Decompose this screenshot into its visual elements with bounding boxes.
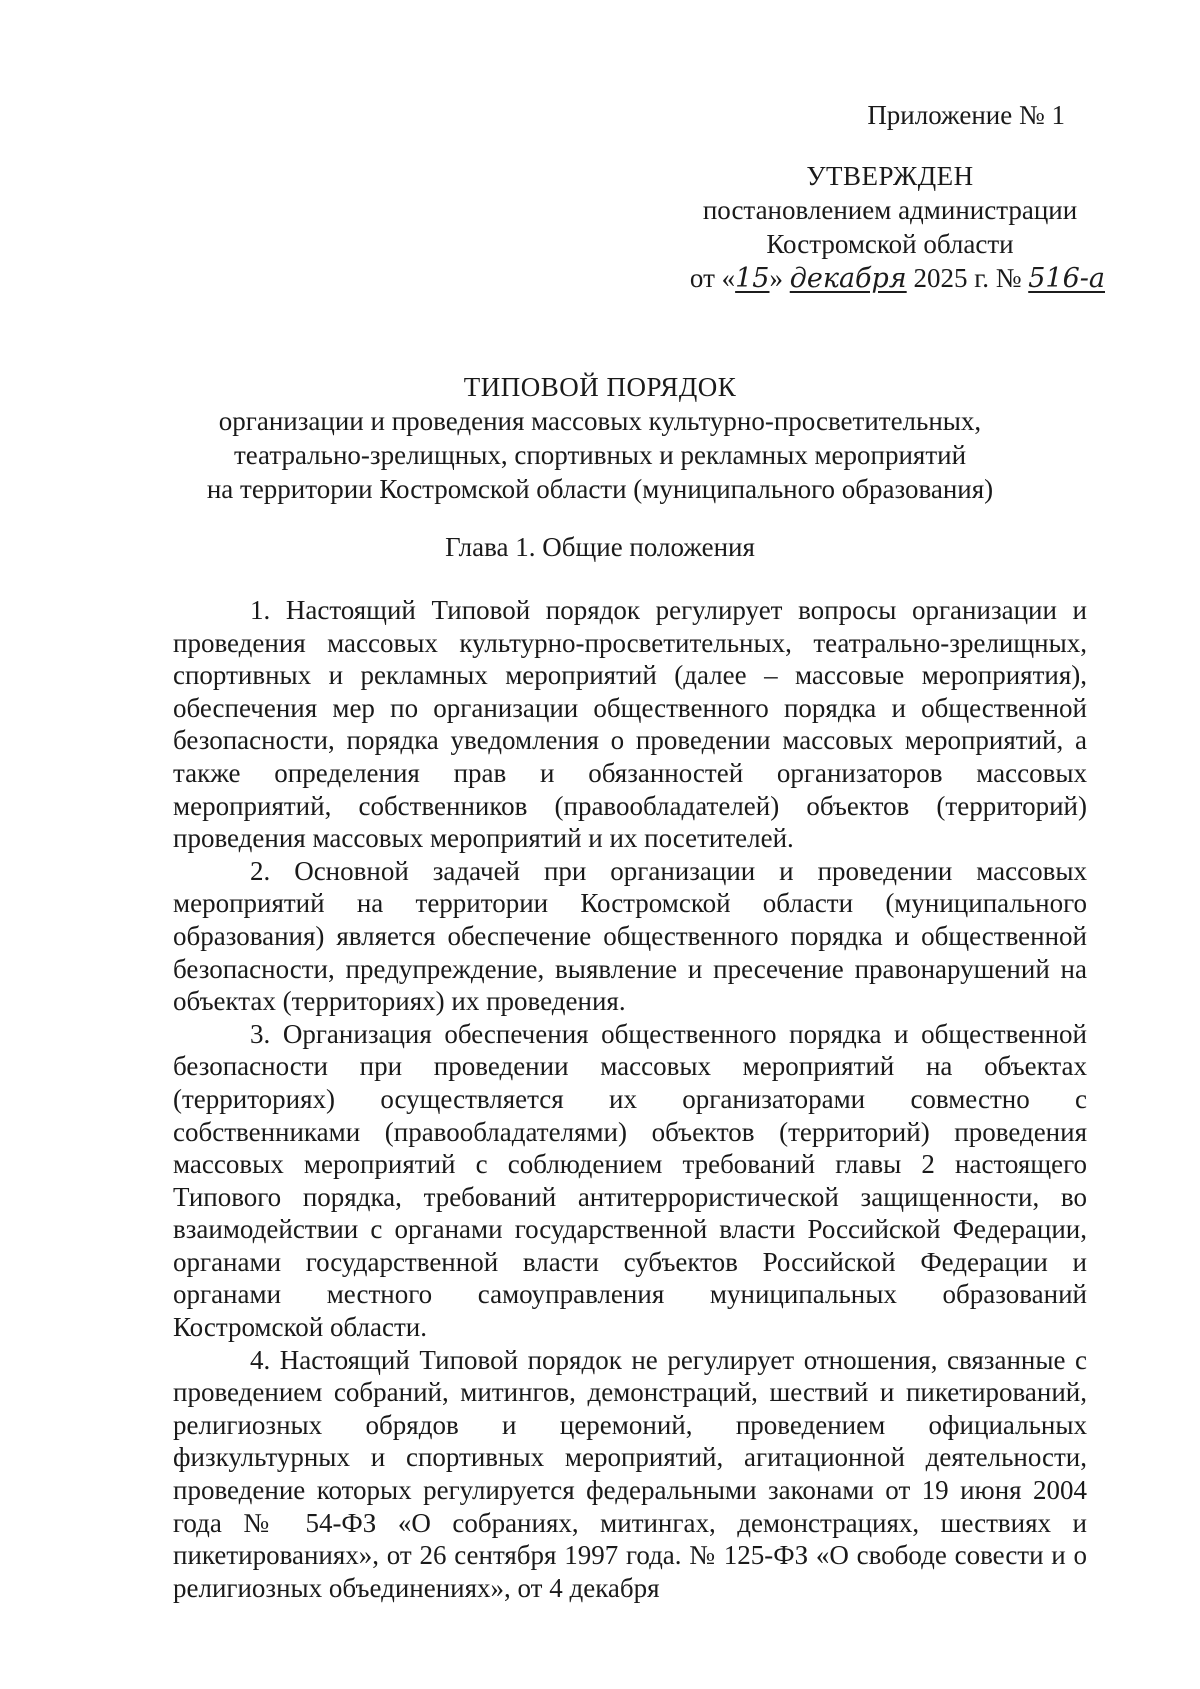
chapter-heading: Глава 1. Общие положения bbox=[445, 532, 755, 562]
approval-authority-line-2: Костромской области bbox=[766, 229, 1014, 259]
handwritten-day: 15 bbox=[735, 263, 770, 294]
paragraph-3: 3. Организация обеспечения общественного порядка и общественной безопасности при проведении массовых мероприятий на объектах (территориях) осуществляется их организаторами совместно с собственниками (правообладателями) объектов (территорий) проведения массовых мероприятий с соблюдением требований главы 2 настоящего Типового порядка, требований антитеррористической защищенности, во взаимодействии с органами государственной власти Российской Федерации, органами государственной власти субъектов Российской Федерации и органами местного самоуправления муниципальных образований Костромской области. bbox=[173, 1018, 1087, 1343]
date-year: 2025 г. № bbox=[906, 263, 1029, 293]
approval-date-line bbox=[665, 261, 1105, 296]
approval-block bbox=[665, 98, 1105, 296]
document-subtitle-line-3: на территории Костромской области (муниципального образования) bbox=[206, 474, 994, 504]
paragraph-2: 2. Основной задачей при организации и проведении массовых мероприятий на территории Костромской области (муниципального образования) является обеспечение общественного порядка и общественной безопасности, предупреждение, выявление и пресечение правонарушений на объектах (территориях) их проведения. bbox=[173, 855, 1087, 1017]
date-prefix: от « bbox=[689, 263, 736, 293]
paragraph-1: 1. Настоящий Типовой порядок регулирует вопросы организации и проведения массовых культурно-просветительных, театрально-зрелищных, спортивных и рекламных мероприятий (далее – массовые мероприятия), обеспечения мер по организации общественного порядка и общественной безопасности, порядка уведомления о проведении массовых мероприятий, а также определения прав и обязанностей организаторов массовых мероприятий, собственников (правообладателей) объектов (территорий) проведения массовых мероприятий и их посетителей. bbox=[173, 595, 1087, 854]
approval-authority-line-1: постановлением администрации bbox=[702, 195, 1078, 225]
annex-label: Приложение № 1 bbox=[867, 100, 1065, 130]
document-body bbox=[173, 594, 1087, 1604]
document-heading bbox=[130, 370, 1070, 506]
handwritten-month: декабря bbox=[789, 263, 907, 294]
document-title: ТИПОВОЙ ПОРЯДОК bbox=[463, 372, 737, 402]
document-subtitle-line-2: театрально-зрелищных, спортивных и рекламных мероприятий bbox=[233, 440, 967, 470]
document-subtitle-line-1: организации и проведения массовых культурно-просветительных, bbox=[218, 406, 982, 436]
handwritten-number: 516-а bbox=[1028, 263, 1105, 294]
approved-stamp-title: УТВЕРЖДЕН bbox=[806, 161, 974, 191]
paragraph-4: 4. Настоящий Типовой порядок не регулирует отношения, связанные с проведением собраний, митингов, демонстраций, шествий и пикетирований, религиозных обрядов и церемоний, проведением официальных физкультурных и спортивных мероприятий, агитационной деятельности, проведение которых регулируется федеральными законами от 19 июня 2004 года № 54-ФЗ «О собраниях, митингах, демонстрациях, шествиях и пикетированиях», от 26 сентября 1997 года. № 125-ФЗ «О свободе совести и о религиозных объединениях», от 4 декабря bbox=[173, 1344, 1087, 1603]
date-mid: » bbox=[769, 263, 790, 293]
